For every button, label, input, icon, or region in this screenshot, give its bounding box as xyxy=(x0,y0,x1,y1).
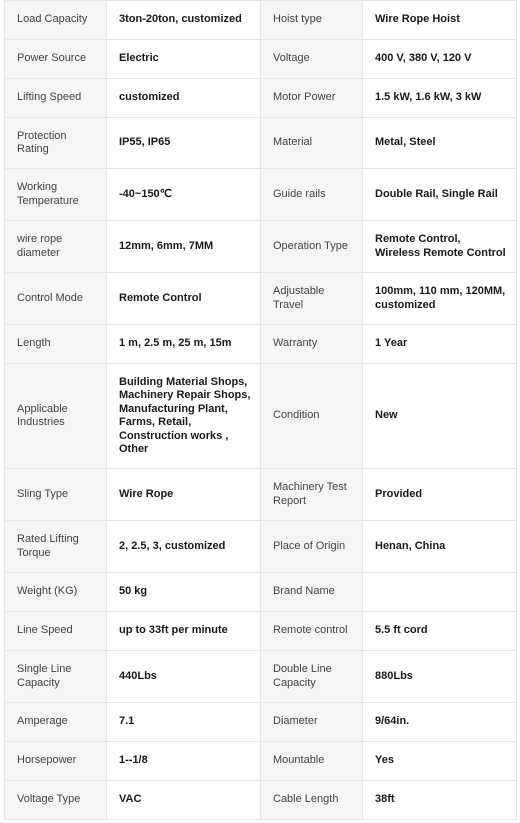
spec-label: Diameter xyxy=(261,703,363,742)
spec-value: 2, 2.5, 3, customized xyxy=(107,521,261,573)
spec-label: wire rope diameter xyxy=(5,221,107,273)
spec-value: 440Lbs xyxy=(107,651,261,703)
spec-label: Control Mode xyxy=(5,273,107,325)
spec-value: 100mm, 110 mm, 120MM, customized xyxy=(363,273,517,325)
spec-label: Remote control xyxy=(261,612,363,651)
spec-label: Voltage xyxy=(261,40,363,79)
spec-label: Load Capacity xyxy=(5,1,107,40)
spec-label: Sling Type xyxy=(5,469,107,521)
spec-value: VAC xyxy=(107,781,261,820)
spec-label: Amperage xyxy=(5,703,107,742)
spec-value: 9/64in. xyxy=(363,703,517,742)
table-row xyxy=(5,469,517,521)
spec-table xyxy=(4,0,517,820)
spec-label: Motor Power xyxy=(261,79,363,118)
spec-value: Henan, China xyxy=(363,521,517,573)
spec-label: Brand Name xyxy=(261,573,363,612)
spec-label: Weight (KG) xyxy=(5,573,107,612)
spec-value: customized xyxy=(107,79,261,118)
spec-value: 12mm, 6mm, 7MM xyxy=(107,221,261,273)
spec-value: Remote Control xyxy=(107,273,261,325)
spec-value: 1.5 kW, 1.6 kW, 3 kW xyxy=(363,79,517,118)
spec-value: Building Material Shops, Machinery Repair Shops, Manufacturing Plant, Farms, Retail, Construction works , Other xyxy=(107,364,261,469)
spec-value: 400 V, 380 V, 120 V xyxy=(363,40,517,79)
spec-value: Wire Rope Hoist xyxy=(363,1,517,40)
table-row xyxy=(5,781,517,820)
spec-value: 1--1/8 xyxy=(107,742,261,781)
spec-label: Single Line Capacity xyxy=(5,651,107,703)
table-row xyxy=(5,221,517,273)
spec-value: 7.1 xyxy=(107,703,261,742)
spec-value: 880Lbs xyxy=(363,651,517,703)
spec-value: up to 33ft per minute xyxy=(107,612,261,651)
spec-label: Horsepower xyxy=(5,742,107,781)
spec-value: Remote Control, Wireless Remote Control xyxy=(363,221,517,273)
spec-value: 1 m, 2.5 m, 25 m, 15m xyxy=(107,325,261,364)
spec-label: Power Source xyxy=(5,40,107,79)
table-row xyxy=(5,703,517,742)
spec-label: Condition xyxy=(261,364,363,469)
spec-value xyxy=(363,573,517,612)
spec-label: Place of Origin xyxy=(261,521,363,573)
spec-value: Metal, Steel xyxy=(363,118,517,169)
table-row xyxy=(5,521,517,573)
spec-label: Cable Length xyxy=(261,781,363,820)
table-row xyxy=(5,169,517,221)
table-row xyxy=(5,118,517,169)
spec-label: Lifting Speed xyxy=(5,79,107,118)
table-row xyxy=(5,612,517,651)
spec-label: Voltage Type xyxy=(5,781,107,820)
spec-value: 5.5 ft cord xyxy=(363,612,517,651)
spec-label: Machinery Test Report xyxy=(261,469,363,521)
table-row xyxy=(5,273,517,325)
spec-value: Electric xyxy=(107,40,261,79)
spec-label: Line Speed xyxy=(5,612,107,651)
spec-value: Wire Rope xyxy=(107,469,261,521)
spec-label: Guide rails xyxy=(261,169,363,221)
spec-value: 1 Year xyxy=(363,325,517,364)
spec-label: Warranty xyxy=(261,325,363,364)
spec-label: Applicable Industries xyxy=(5,364,107,469)
spec-value: 50 kg xyxy=(107,573,261,612)
spec-label: Double Line Capacity xyxy=(261,651,363,703)
spec-label: Length xyxy=(5,325,107,364)
spec-label: Working Temperature xyxy=(5,169,107,221)
spec-value: 38ft xyxy=(363,781,517,820)
spec-table-container xyxy=(4,0,516,820)
spec-label: Rated Lifting Torque xyxy=(5,521,107,573)
spec-label: Adjustable Travel xyxy=(261,273,363,325)
spec-value: -40~150℃ xyxy=(107,169,261,221)
spec-label: Hoist type xyxy=(261,1,363,40)
spec-label: Protection Rating xyxy=(5,118,107,169)
table-row xyxy=(5,1,517,40)
table-row xyxy=(5,40,517,79)
spec-value: Yes xyxy=(363,742,517,781)
spec-value: 3ton-20ton, customized xyxy=(107,1,261,40)
spec-value: Double Rail, Single Rail xyxy=(363,169,517,221)
spec-label: Material xyxy=(261,118,363,169)
spec-value: New xyxy=(363,364,517,469)
table-row xyxy=(5,325,517,364)
spec-label: Mountable xyxy=(261,742,363,781)
table-row xyxy=(5,364,517,469)
table-row xyxy=(5,573,517,612)
spec-value: Provided xyxy=(363,469,517,521)
table-row xyxy=(5,651,517,703)
table-row xyxy=(5,79,517,118)
spec-label: Operation Type xyxy=(261,221,363,273)
spec-value: IP55, IP65 xyxy=(107,118,261,169)
table-row xyxy=(5,742,517,781)
